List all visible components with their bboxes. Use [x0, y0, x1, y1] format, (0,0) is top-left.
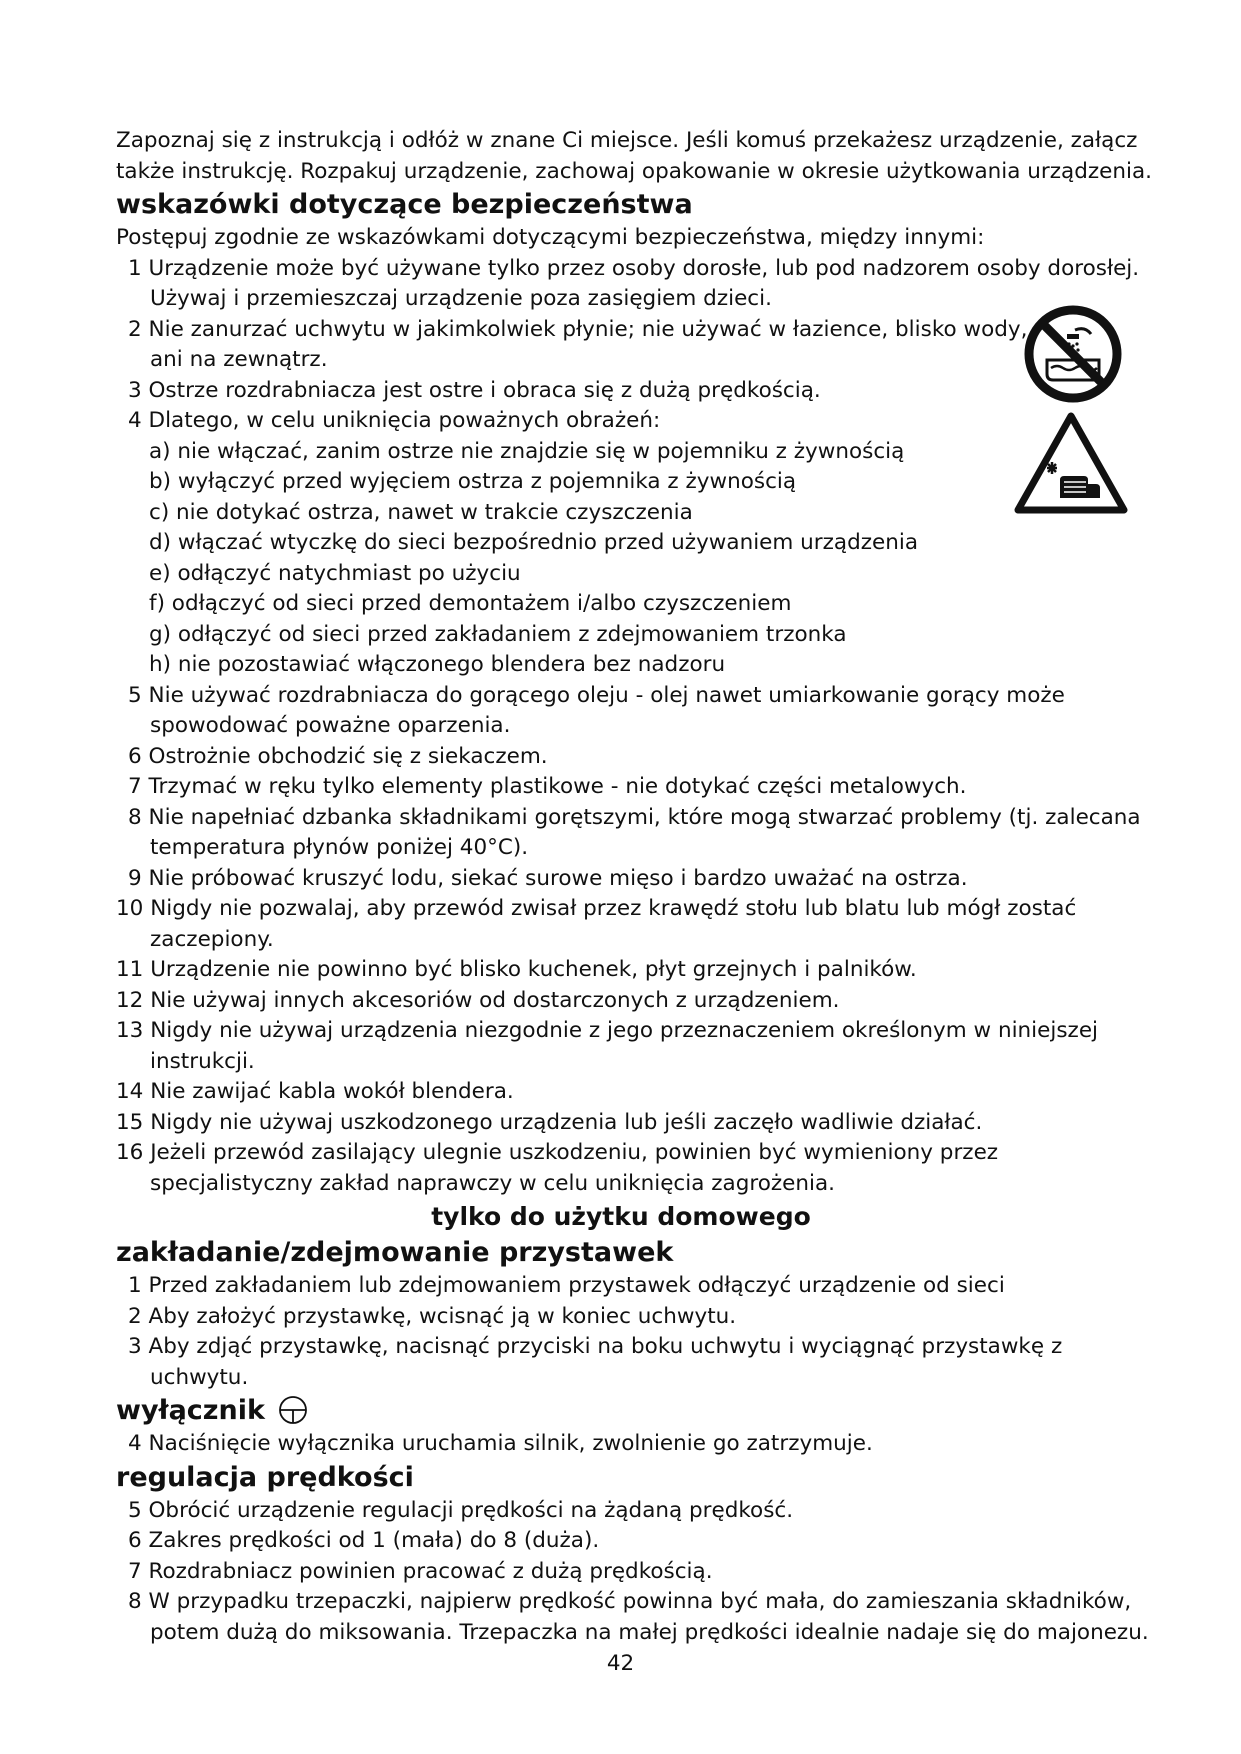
safety-lead: Postępuj zgodnie ze wskazówkami dotyczącymi bezpieczeństwa, między innymi:	[116, 225, 985, 250]
safety-item-16: 16 Jeżeli przewód zasilający ulegnie uszkodzeniu, powinien być wymieniony przez	[116, 1140, 999, 1165]
safety-subitem-h: h) nie pozostawiać włączonego blendera bez nadzoru	[149, 652, 726, 677]
attach-item-3-cont: uchwytu.	[150, 1364, 249, 1390]
safety-item-1-cont: Używaj i przemieszczaj urządzenie poza zasięgiem dzieci.	[150, 286, 772, 311]
safety-subitem-b: b) wyłączyć przed wyjęciem ostrza z pojemnika z żywnością	[149, 469, 797, 494]
safety-subitem-a: a) nie włączać, zanim ostrze nie znajdzie się w pojemniku z żywnością	[149, 438, 905, 464]
safety-item-6: 6 Ostrożnie obchodzić się z siekaczem.	[128, 743, 548, 769]
safety-item-11: 11 Urządzenie nie powinno być blisko kuchenek, płyt grzejnych i palników.	[116, 957, 917, 982]
safety-subitem-d: d) włączać wtyczkę do sieci bezpośrednio przed używaniem urządzenia	[149, 530, 919, 555]
safety-item-7: 7 Trzymać w ręku tylko elementy plastikowe - nie dotykać części metalowych.	[128, 774, 967, 799]
sharp-blade-warning-icon	[1014, 412, 1128, 514]
speed-item-5: 5 Obrócić urządzenie regulacji prędkości na żądaną prędkość.	[128, 1497, 794, 1523]
attach-heading: zakładanie/zdejmowanie przystawek	[116, 1237, 674, 1268]
safety-subitem-e: e) odłączyć natychmiast po użyciu	[149, 560, 521, 586]
speed-item-8-cont: potem dużą do miksowania. Trzepaczka na małej prędkości idealnie nadaje się do majonezu.	[150, 1619, 1149, 1645]
intro-line-1: Zapoznaj się z instrukcją i odłóż w znane Ci miejsce. Jeśli komuś przekażesz urządzenie, załącz	[116, 128, 1138, 153]
safety-item-1: 1 Urządzenie może być używane tylko przez osoby dorosłe, lub pod nadzorem osoby dorosłej.	[128, 255, 1140, 281]
safety-item-4: 4 Dlatego, w celu uniknięcia poważnych obrażeń:	[128, 408, 661, 433]
safety-heading: wskazówki dotyczące bezpieczeństwa	[116, 189, 693, 220]
safety-item-10-cont: zaczepiony.	[150, 926, 274, 952]
safety-item-5: 5 Nie używać rozdrabniacza do gorącego oleju - olej nawet umiarkowanie gorący może	[128, 682, 1065, 708]
safety-item-9: 9 Nie próbować kruszyć lodu, siekać surowe mięso i bardzo uważać na ostrza.	[128, 865, 968, 891]
safety-item-3: 3 Ostrze rozdrabniacza jest ostre i obraca się z dużą prędkością.	[128, 377, 821, 403]
safety-item-12: 12 Nie używaj innych akcesoriów od dostarczonych z urządzeniem.	[116, 987, 840, 1013]
safety-item-5-cont: spowodować poważne oparzenia.	[150, 713, 511, 738]
safety-item-16-cont: specjalistyczny zakład naprawczy w celu uniknięcia zagrożenia.	[150, 1170, 835, 1196]
speed-item-8: 8 W przypadku trzepaczki, najpierw prędkość powinna być mała, do zamieszania składników,	[128, 1589, 1132, 1614]
safety-subitem-g: g) odłączyć od sieci przed zakładaniem z zdejmowaniem trzonka	[149, 621, 847, 647]
switch-symbol-icon	[278, 1395, 308, 1425]
safety-item-13-cont: instrukcji.	[150, 1048, 255, 1074]
safety-item-13: 13 Nigdy nie używaj urządzenia niezgodnie z jego przeznaczeniem określonym w niniejszej	[116, 1018, 1099, 1043]
attach-item-2: 2 Aby założyć przystawkę, wcisnąć ją w koniec uchwytu.	[128, 1303, 737, 1329]
speed-heading: regulacja prędkości	[116, 1461, 414, 1493]
page-number: 42	[606, 1651, 635, 1676]
safety-item-8-cont: temperatura płynów poniżej 40°C).	[150, 835, 529, 860]
switch-item-4: 4 Naciśnięcie wyłącznika uruchamia silnik, zwolnienie go zatrzymuje.	[128, 1431, 873, 1456]
safety-item-14: 14 Nie zawijać kabla wokół blendera.	[116, 1079, 514, 1104]
speed-item-7: 7 Rozdrabniacz powinien pracować z dużą prędkością.	[128, 1558, 713, 1584]
no-bathroom-water-icon	[1023, 304, 1123, 404]
safety-item-2-cont: ani na zewnątrz.	[150, 347, 328, 372]
intro-line-2: także instrukcję. Rozpakuj urządzenie, zachowaj opakowanie w okresie użytkowania urządzenia.	[116, 158, 1152, 184]
switch-heading-row	[116, 1393, 1126, 1429]
attach-item-3: 3 Aby zdjąć przystawkę, nacisnąć przyciski na boku uchwytu i wyciągnąć przystawkę z	[128, 1334, 1063, 1359]
safety-item-2: 2 Nie zanurzać uchwytu w jakimkolwiek płynie; nie używać w łazience, blisko wody,	[128, 316, 1028, 342]
safety-item-8: 8 Nie napełniać dzbanka składnikami gorętszymi, które mogą stwarzać problemy (tj. zalecana	[128, 804, 1141, 830]
page-content	[116, 126, 1152, 1648]
domestic-use-note: tylko do użytku domowego	[431, 1202, 811, 1231]
safety-item-10: 10 Nigdy nie pozwalaj, aby przewód zwisał przez krawędź stołu lub blatu lub mógł zostać	[116, 896, 1077, 921]
safety-item-15: 15 Nigdy nie używaj uszkodzonego urządzenia lub jeśli zaczęło wadliwie działać.	[116, 1109, 983, 1135]
switch-heading: wyłącznik	[116, 1395, 265, 1426]
safety-subitem-f: f) odłączyć od sieci przed demontażem i/albo czyszczeniem	[149, 591, 792, 616]
attach-item-1: 1 Przed zakładaniem lub zdejmowaniem przystawek odłączyć urządzenie od sieci	[128, 1273, 1005, 1298]
speed-item-6: 6 Zakres prędkości od 1 (mała) do 8 (duża).	[128, 1528, 600, 1553]
safety-subitem-c: c) nie dotykać ostrza, nawet w trakcie czyszczenia	[149, 499, 693, 525]
